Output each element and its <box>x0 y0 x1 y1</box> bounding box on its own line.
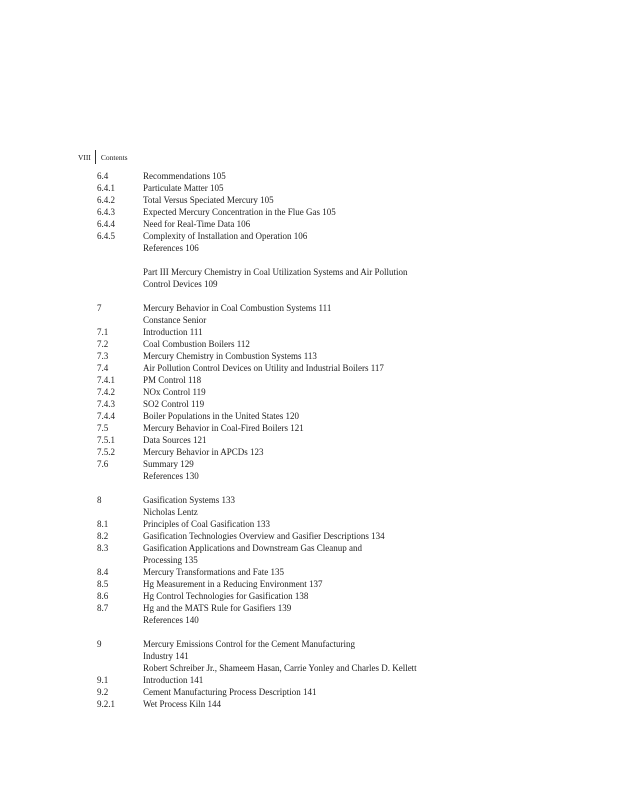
header-section-title: Contents <box>100 152 128 162</box>
toc-entry-title: Air Pollution Control Devices on Utility and Industrial Boilers 117 <box>143 363 384 373</box>
toc-entry-title: NOx Control 119 <box>143 387 206 397</box>
toc-entry-number: 7.6 <box>97 459 109 469</box>
toc-entry-number: 7 <box>97 303 102 313</box>
running-header <box>78 150 128 164</box>
toc-entry-number: 8 <box>97 495 102 505</box>
toc-entry-number: 9 <box>97 639 102 649</box>
toc-entry[interactable] <box>97 494 557 506</box>
toc-entry-number: 9.2.1 <box>97 699 115 709</box>
toc-entry-number: 7.5 <box>97 423 109 433</box>
toc-entry-title: Constance Senior <box>143 315 207 325</box>
table-of-contents <box>97 170 557 710</box>
toc-entry[interactable] <box>97 338 557 350</box>
toc-entry[interactable] <box>97 674 557 686</box>
toc-entry-title: Industry 141 <box>143 651 189 661</box>
toc-entry[interactable] <box>97 302 557 314</box>
toc-entry[interactable] <box>97 458 557 470</box>
toc-entry[interactable] <box>97 650 557 662</box>
toc-entry[interactable] <box>97 350 557 362</box>
toc-entry[interactable] <box>97 590 557 602</box>
toc-entry[interactable] <box>97 662 557 674</box>
toc-entry-number: 6.4.3 <box>97 207 115 217</box>
toc-entry-title: Gasification Systems 133 <box>143 495 235 505</box>
toc-entry-title: Data Sources 121 <box>143 435 207 445</box>
toc-entry[interactable] <box>97 542 557 554</box>
toc-entry-number: 6.4.2 <box>97 195 115 205</box>
toc-entry[interactable] <box>97 578 557 590</box>
toc-entry[interactable] <box>97 698 557 710</box>
toc-entry[interactable] <box>97 170 557 182</box>
toc-entry[interactable] <box>97 506 557 518</box>
toc-entry[interactable] <box>97 554 557 566</box>
toc-entry-number: 6.4 <box>97 171 109 181</box>
toc-entry[interactable] <box>97 434 557 446</box>
toc-entry[interactable] <box>97 530 557 542</box>
toc-entry-title: Need for Real-Time Data 106 <box>143 219 251 229</box>
toc-entry-title: Gasification Technologies Overview and Gasifier Descriptions 134 <box>143 531 385 541</box>
toc-entry-number: 7.4.2 <box>97 387 115 397</box>
toc-entry-title: References 140 <box>143 615 199 625</box>
toc-entry[interactable] <box>97 230 557 242</box>
toc-entry-number: 7.3 <box>97 351 109 361</box>
toc-entry-title: Mercury Emissions Control for the Cement Manufacturing <box>143 639 355 649</box>
toc-entry-title: Mercury Behavior in Coal Combustion Systems 111 <box>143 303 332 313</box>
section-gap <box>97 482 557 494</box>
toc-entry[interactable] <box>97 182 557 194</box>
toc-entry-title: Introduction 141 <box>143 675 204 685</box>
toc-entry[interactable] <box>97 314 557 326</box>
toc-entry-number: 7.4.3 <box>97 399 115 409</box>
section-gap <box>97 254 557 266</box>
toc-entry[interactable] <box>97 566 557 578</box>
toc-entry-number: 8.2 <box>97 531 109 541</box>
toc-entry-number: 6.4.5 <box>97 231 115 241</box>
toc-entry[interactable] <box>97 218 557 230</box>
toc-entry[interactable] <box>97 422 557 434</box>
toc-entry-title: Complexity of Installation and Operation 106 <box>143 231 308 241</box>
toc-entry-title: Gasification Applications and Downstream Gas Cleanup and <box>143 543 362 553</box>
toc-entry-number: 8.6 <box>97 591 109 601</box>
toc-entry-title: Summary 129 <box>143 459 194 469</box>
toc-entry-title: Wet Process Kiln 144 <box>143 699 222 709</box>
toc-entry[interactable] <box>97 614 557 626</box>
toc-entry-number: 7.2 <box>97 339 109 349</box>
toc-entry[interactable] <box>97 362 557 374</box>
toc-entry-title: Total Versus Speciated Mercury 105 <box>143 195 274 205</box>
section-gap <box>97 290 557 302</box>
toc-entry-number: 6.4.4 <box>97 219 115 229</box>
toc-entry-title: Hg and the MATS Rule for Gasifiers 139 <box>143 603 292 613</box>
header-divider <box>95 150 96 164</box>
toc-entry[interactable] <box>97 386 557 398</box>
toc-entry-number: 6.4.1 <box>97 183 115 193</box>
toc-entry-title: Hg Control Technologies for Gasification 138 <box>143 591 309 601</box>
toc-entry-number: 8.1 <box>97 519 109 529</box>
toc-entry-title: Mercury Behavior in APCDs 123 <box>143 447 264 457</box>
toc-entry[interactable] <box>97 326 557 338</box>
toc-entry-number: 9.1 <box>97 675 109 685</box>
toc-entry-title: Mercury Chemistry in Combustion Systems 113 <box>143 351 317 361</box>
toc-entry-number: 9.2 <box>97 687 109 697</box>
toc-entry[interactable] <box>97 206 557 218</box>
toc-entry[interactable] <box>97 446 557 458</box>
toc-entry[interactable] <box>97 470 557 482</box>
toc-entry[interactable] <box>97 398 557 410</box>
section-gap <box>97 626 557 638</box>
toc-entry-number: 7.4.1 <box>97 375 115 385</box>
toc-entry-title: Expected Mercury Concentration in the Flue Gas 105 <box>143 207 336 217</box>
toc-entry-title: Introduction 111 <box>143 327 203 337</box>
toc-entry-title: Processing 135 <box>143 555 198 565</box>
toc-entry[interactable] <box>97 194 557 206</box>
toc-entry-title: SO2 Control 119 <box>143 399 205 409</box>
toc-entry-number: 8.3 <box>97 543 109 553</box>
toc-entry[interactable] <box>97 242 557 254</box>
toc-entry[interactable] <box>97 638 557 650</box>
toc-entry-title: Particulate Matter 105 <box>143 183 224 193</box>
page-number: VIII <box>78 152 91 162</box>
toc-entry-title: Robert Schreiber Jr., Shameem Hasan, Carrie Yonley and Charles D. Kellett <box>143 663 417 673</box>
toc-entry-number: 8.5 <box>97 579 109 589</box>
toc-entry-title: Control Devices 109 <box>143 279 218 289</box>
toc-entry-number: 7.4 <box>97 363 109 373</box>
toc-entry[interactable] <box>97 686 557 698</box>
toc-entry-title: References 106 <box>143 243 199 253</box>
toc-entry-title: Coal Combustion Boilers 112 <box>143 339 250 349</box>
toc-entry-title: Cement Manufacturing Process Description 141 <box>143 687 317 697</box>
toc-entry-title: Recommendations 105 <box>143 171 226 181</box>
toc-entry[interactable] <box>97 374 557 386</box>
toc-entry[interactable] <box>97 518 557 530</box>
toc-entry-number: 7.1 <box>97 327 109 337</box>
toc-entry-title: Mercury Transformations and Fate 135 <box>143 567 284 577</box>
toc-entry-title: Mercury Behavior in Coal-Fired Boilers 121 <box>143 423 304 433</box>
toc-entry-number: 7.5.2 <box>97 447 115 457</box>
toc-entry-title: Nicholas Lentz <box>143 507 198 517</box>
toc-entry-number: 8.7 <box>97 603 109 613</box>
toc-entry-number: 7.4.4 <box>97 411 115 421</box>
toc-entry-title: Principles of Coal Gasification 133 <box>143 519 270 529</box>
toc-entry[interactable] <box>97 278 557 290</box>
toc-entry-number: 7.5.1 <box>97 435 115 445</box>
toc-entry-title: References 130 <box>143 471 199 481</box>
toc-entry-title: PM Control 118 <box>143 375 202 385</box>
toc-entry-title: Part III Mercury Chemistry in Coal Utilization Systems and Air Pollution <box>143 267 408 277</box>
toc-entry[interactable] <box>97 410 557 422</box>
toc-entry-title: Hg Measurement in a Reducing Environment 137 <box>143 579 323 589</box>
toc-entry[interactable] <box>97 602 557 614</box>
toc-entry-number: 8.4 <box>97 567 109 577</box>
toc-entry[interactable] <box>97 266 557 278</box>
toc-entry-title: Boiler Populations in the United States 120 <box>143 411 299 421</box>
